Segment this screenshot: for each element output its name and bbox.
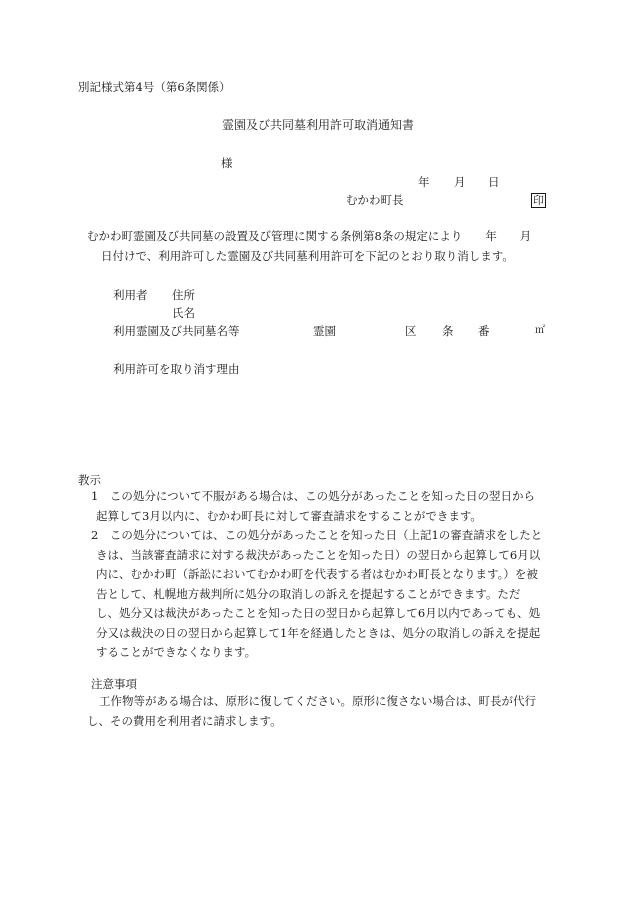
caution-heading: 注意事項 xyxy=(91,677,137,691)
seal-mark: 印 xyxy=(533,194,544,207)
area-unit: ㎡ xyxy=(535,325,545,336)
date-day: 日 xyxy=(488,175,500,189)
caution-text xyxy=(87,692,536,731)
notice-item-2-line-6: 分又は裁決の日の翌日から起算して1年を経過したときは、処分の取消しの訴えを提起 xyxy=(96,625,541,640)
reason-label: 利用許可を取り消す理由 xyxy=(113,362,240,376)
body-line-1: むかわ町霊園及び共同墓の設置及び管理に関する条例第8条の規定により 年 月 xyxy=(87,229,532,243)
notice-item-1-line-2: 起算して3月以内に、むかわ町長に対して審査請求をすることができます。 xyxy=(96,508,482,523)
ward-label: 区 xyxy=(405,324,417,338)
document-title: 霊園及び共同墓利用許可取消通知書 xyxy=(222,118,415,132)
body-line-2: 日付けで、利用許可した霊園及び共同墓利用許可を下記のとおり取り消します。 xyxy=(101,248,514,263)
caution-line-2: し、その費用を利用者に請求します。 xyxy=(87,713,282,728)
notice-item-2-line-2: きは、当該審査請求に対する裁決があったことを知った日）の翌日から起算して6月以 xyxy=(96,547,541,562)
notice-item-2-line-7: することができなくなります。 xyxy=(96,645,257,659)
addressee-suffix: 様 xyxy=(221,156,233,170)
cemetery-label: 霊園 xyxy=(313,324,336,338)
notice-item-2-line-1: 2 この処分については、この処分があったことを知った日（上記1の審査請求をしたと xyxy=(91,528,543,542)
row-label: 条 xyxy=(442,324,454,338)
notice-item-2 xyxy=(91,526,542,663)
grave-label: 利用霊園及び共同墓名等 xyxy=(113,324,240,338)
date-month: 月 xyxy=(454,175,466,189)
notice-item-2-line-5: し、処分又は裁決があったことを知った日の翌日から起算して6月以内であっても、処 xyxy=(96,606,541,620)
notice-item-2-line-3: 内に、むかわ町（訴訟においてむかわ町を代表する者はむかわ町長となります。）を被 xyxy=(96,567,538,581)
notice-item-2-line-4: 告として、札幌地方裁判所に処分の取消しの訴えを提起することができます。ただ xyxy=(96,586,521,601)
form-number: 別記様式第4号（第6条関係） xyxy=(78,80,231,94)
notice-heading: 教示 xyxy=(78,473,101,487)
notice-item-1 xyxy=(91,487,535,526)
name-label: 氏名 xyxy=(172,306,195,320)
user-label: 利用者 xyxy=(113,288,148,302)
caution-line-1: 工作物等がある場合は、原形に復してください。原形に復さない場合は、町長が代行 xyxy=(99,694,536,708)
body-text xyxy=(87,227,531,266)
address-label: 住所 xyxy=(172,288,195,302)
date-year: 年 xyxy=(418,175,430,189)
number-label: 番 xyxy=(478,324,490,338)
issuer: むかわ町長 xyxy=(346,193,404,207)
notice-item-1-line-1: 1 この処分について不服がある場合は、この処分があったことを知った日の翌日から xyxy=(91,489,535,503)
